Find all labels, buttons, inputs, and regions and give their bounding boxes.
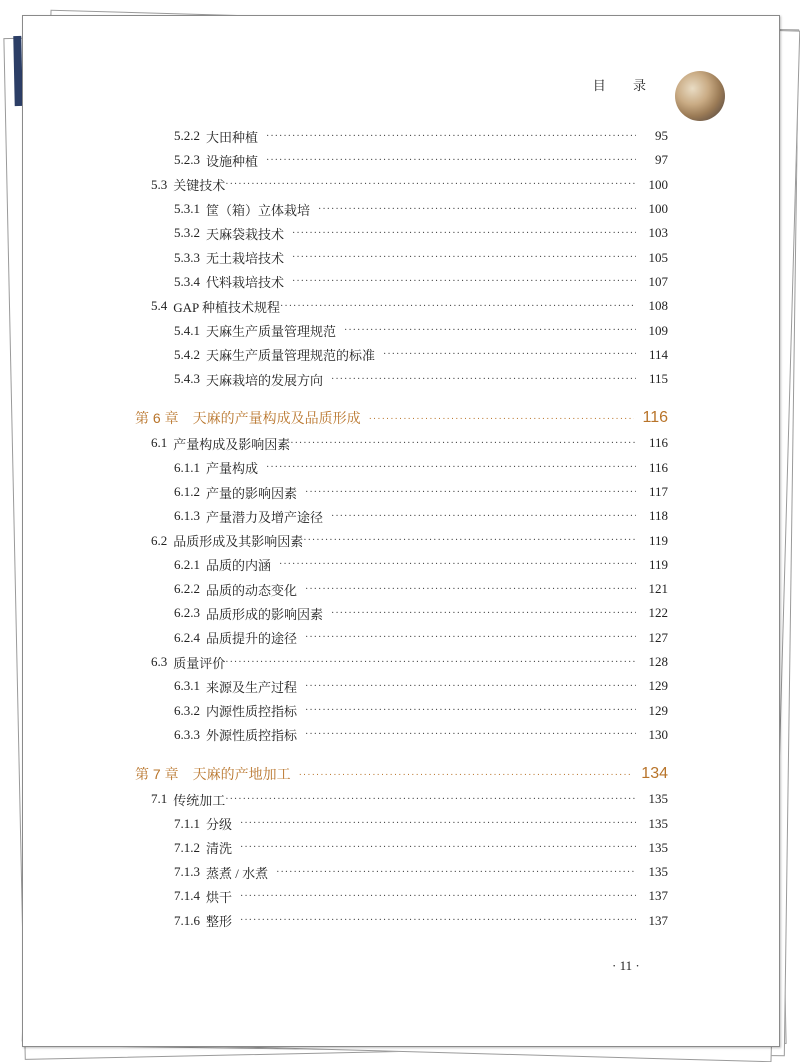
toc-page-number: 118 — [648, 508, 668, 524]
dot-leader — [305, 681, 636, 692]
toc-entry[interactable] — [135, 723, 668, 747]
toc-title: 大田种植 — [206, 129, 259, 145]
toc-page-number: 107 — [648, 273, 668, 289]
dot-leader — [225, 657, 636, 668]
toc-number: 7.1.1 — [174, 815, 200, 831]
dot-leader — [279, 559, 636, 570]
toc-title: 质量评价 — [173, 655, 226, 671]
toc-number: 6.3.1 — [174, 678, 200, 694]
toc-entry[interactable] — [135, 699, 668, 723]
toc-number: 6.2.4 — [174, 629, 200, 645]
toc-entry[interactable] — [135, 173, 668, 197]
toc-entry[interactable] — [135, 367, 668, 391]
toc-page-number: 108 — [648, 298, 668, 314]
toc-page-number: 130 — [648, 726, 668, 742]
toc-number: 5.4 — [151, 298, 168, 314]
toc-title: 天麻生产质量管理规范的标准 — [206, 348, 376, 364]
dot-leader — [369, 413, 635, 424]
toc-page-number: 128 — [648, 654, 668, 670]
toc-page-number: 121 — [648, 581, 668, 597]
dot-leader — [331, 374, 636, 385]
toc-entry[interactable] — [135, 270, 668, 294]
toc-entry[interactable] — [135, 318, 668, 342]
toc-page-number: 100 — [648, 201, 668, 217]
toc-page-number: 137 — [648, 912, 668, 928]
toc-title: 分级 — [206, 817, 233, 833]
dot-leader — [331, 511, 636, 522]
toc-page-number: 122 — [648, 605, 668, 621]
dot-leader — [305, 632, 636, 643]
toc-page-number: 116 — [648, 459, 668, 475]
dot-leader — [240, 842, 636, 853]
dot-leader — [240, 915, 636, 926]
dot-leader — [225, 179, 636, 190]
dot-leader — [305, 705, 636, 716]
toc-title: 品质形成的影响因素 — [206, 606, 324, 622]
toc-title: 天麻栽培的发展方向 — [206, 372, 324, 388]
toc-title: 品质形成及其影响因素 — [173, 534, 304, 550]
toc-number: 7.1.3 — [174, 864, 200, 880]
toc-page-number: 135 — [648, 815, 668, 831]
toc-title: 产量潜力及增产途径 — [206, 509, 324, 525]
toc-title: 品质提升的途径 — [206, 631, 298, 647]
dot-leader — [318, 204, 636, 215]
toc-entry[interactable] — [135, 553, 668, 577]
toc-title: 清洗 — [206, 841, 233, 857]
toc-title: 产量构成及影响因素 — [173, 436, 291, 452]
dot-leader — [305, 729, 636, 740]
toc-entry[interactable] — [135, 148, 668, 172]
toc-page-number: 105 — [648, 249, 668, 265]
toc-number: 6.1.1 — [174, 459, 200, 475]
toc-entry[interactable] — [135, 343, 668, 367]
toc-page-number: 95 — [655, 128, 668, 144]
toc-number: 5.3.1 — [174, 201, 200, 217]
toc-page-number: 119 — [648, 532, 668, 548]
toc-number: 5.3.2 — [174, 225, 200, 241]
toc-number: 6.2 — [151, 532, 168, 548]
toc-page-number: 134 — [641, 765, 668, 783]
toc-page-number: 97 — [655, 152, 668, 168]
toc-entry[interactable] — [135, 480, 668, 504]
toc-number: 6.1.2 — [174, 484, 200, 499]
toc-title: 关键技术 — [173, 178, 226, 194]
toc-entry[interactable] — [135, 197, 668, 221]
dot-leader — [303, 535, 636, 546]
toc-title: 产量构成 — [206, 461, 259, 477]
dot-leader — [266, 155, 636, 166]
toc-title: 品质的动态变化 — [206, 582, 298, 598]
toc-number: 7.1 — [151, 791, 168, 807]
toc-number: 第 6 章 — [135, 410, 179, 427]
dot-leader — [305, 584, 636, 595]
dot-leader — [292, 276, 636, 287]
toc-number: 第 7 章 — [135, 766, 179, 783]
toc-entry[interactable] — [135, 601, 668, 625]
toc-title: 天麻生产质量管理规范 — [206, 324, 337, 340]
tianma-photo-thumbnail — [675, 71, 725, 121]
toc-entry[interactable] — [135, 528, 668, 552]
toc-number: 5.4.2 — [174, 346, 200, 362]
toc-number: 7.1.4 — [174, 888, 200, 904]
toc-title: 整形 — [206, 914, 233, 930]
toc-entry[interactable] — [135, 787, 668, 811]
toc-entry[interactable] — [135, 504, 668, 528]
toc-title: 天麻袋栽技术 — [206, 226, 285, 242]
toc-entry[interactable] — [135, 245, 668, 269]
toc-title: 烘干 — [206, 889, 233, 905]
toc-chapter-entry[interactable] — [135, 757, 668, 791]
page-number: · 11 · — [612, 958, 640, 973]
toc-chapter-entry[interactable] — [135, 401, 668, 435]
toc-page-number: 129 — [648, 702, 668, 718]
toc-entry[interactable] — [135, 811, 668, 835]
toc-title: 内源性质控指标 — [206, 704, 298, 720]
toc-page-number: 114 — [648, 346, 668, 362]
toc-title: 来源及生产过程 — [206, 679, 298, 695]
dot-leader — [290, 438, 636, 449]
toc-page-number: 135 — [648, 864, 668, 880]
toc-page-number: 137 — [648, 888, 668, 904]
dot-leader — [292, 228, 636, 239]
toc-page-number: 119 — [648, 556, 668, 572]
toc-entry[interactable] — [135, 674, 668, 698]
toc-entry[interactable] — [135, 909, 668, 933]
toc-entry[interactable] — [135, 626, 668, 650]
toc-page-number: 135 — [648, 839, 668, 855]
toc-entry[interactable] — [135, 650, 668, 674]
toc-number: 6.1.3 — [174, 508, 200, 524]
toc-page-number: 127 — [648, 629, 668, 645]
dot-leader — [276, 867, 636, 878]
toc-page-number: 100 — [648, 176, 668, 192]
toc-title: 无土栽培技术 — [206, 251, 285, 267]
toc-number: 5.2.2 — [174, 128, 200, 144]
dot-leader — [299, 769, 634, 780]
toc-entry[interactable] — [135, 884, 668, 908]
toc-entry[interactable] — [135, 456, 668, 480]
dot-leader — [383, 349, 636, 360]
toc-title: 外源性质控指标 — [206, 728, 298, 744]
toc-page-number: 103 — [648, 225, 668, 241]
toc-number: 7.1.2 — [174, 839, 200, 855]
toc-number: 6.3 — [151, 654, 168, 670]
toc-page-number: 116 — [642, 409, 668, 427]
toc-entry[interactable] — [135, 577, 668, 601]
toc-title: 产量的影响因素 — [206, 485, 298, 501]
toc-title: 蒸煮 / 水煮 — [206, 865, 269, 881]
toc-number: 5.3 — [151, 176, 168, 192]
toc-number: 5.2.3 — [174, 152, 200, 168]
toc-number: 6.1 — [151, 435, 168, 451]
toc-number: 6.2.1 — [174, 556, 200, 572]
dot-leader — [305, 487, 636, 498]
toc-title: 传统加工 — [173, 792, 226, 808]
toc-title: GAP 种植技术规程 — [173, 299, 281, 315]
toc-entry[interactable] — [135, 124, 668, 148]
dot-leader — [292, 252, 636, 263]
toc-entry[interactable] — [135, 221, 668, 245]
toc-title: 设施种植 — [206, 153, 259, 169]
toc-title: 代料栽培技术 — [206, 275, 285, 291]
dot-leader — [225, 794, 636, 805]
toc-title: 天麻的产地加工 — [192, 766, 291, 783]
toc-number: 5.4.3 — [174, 371, 200, 387]
toc-number: 5.3.4 — [174, 273, 200, 289]
toc-entry[interactable] — [135, 860, 668, 884]
running-header: 目 录 — [592, 78, 658, 93]
toc-number: 5.4.1 — [174, 322, 200, 338]
dot-leader — [344, 325, 636, 336]
toc-entry[interactable] — [135, 294, 668, 318]
toc-number: 5.3.3 — [174, 249, 200, 265]
toc-page-number: 129 — [648, 678, 668, 694]
toc-entry[interactable] — [135, 431, 668, 455]
toc-page-number: 115 — [648, 371, 668, 387]
toc-number: 6.2.2 — [174, 581, 200, 597]
toc-title: 品质的内涵 — [206, 558, 272, 574]
toc-title: 筐（箱）立体栽培 — [206, 202, 311, 218]
toc-number: 6.3.2 — [174, 702, 200, 718]
table-of-contents — [135, 124, 668, 933]
dot-leader — [240, 891, 636, 902]
toc-entry[interactable] — [135, 836, 668, 860]
toc-number: 6.3.3 — [174, 726, 200, 742]
toc-number: 6.2.3 — [174, 605, 200, 621]
dot-leader — [331, 608, 636, 619]
dot-leader — [240, 818, 636, 829]
dot-leader — [266, 462, 636, 473]
toc-number: 7.1.6 — [174, 912, 200, 928]
toc-page-number: 117 — [648, 484, 668, 499]
toc-title: 天麻的产量构成及品质形成 — [192, 410, 361, 427]
toc-page-number: 109 — [648, 322, 668, 338]
toc-page-number: 116 — [648, 435, 668, 451]
dot-leader — [280, 301, 636, 312]
dot-leader — [266, 131, 636, 142]
toc-page-number: 135 — [648, 791, 668, 807]
